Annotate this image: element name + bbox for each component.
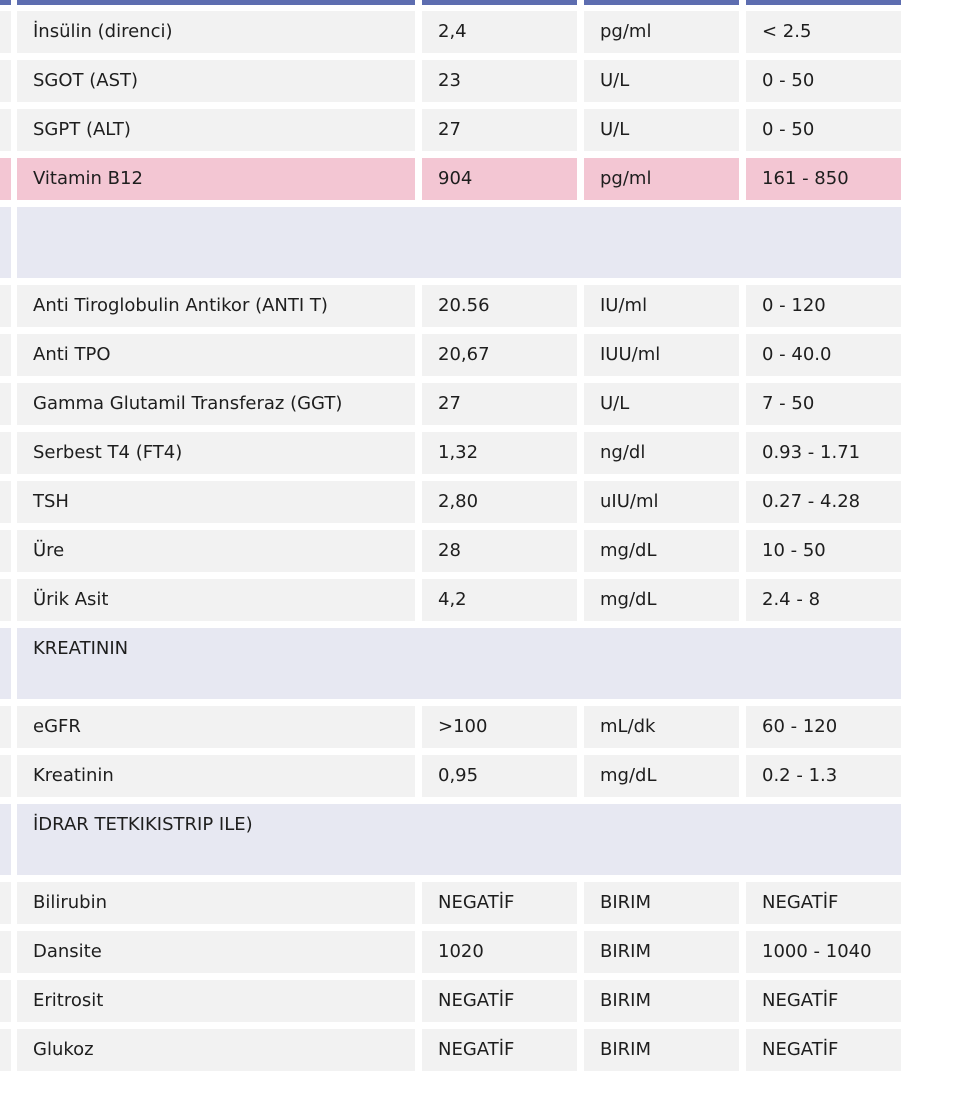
reference-range-cell: 1000 - 1040 bbox=[746, 931, 901, 973]
test-name-cell: Kreatinin bbox=[17, 755, 415, 797]
test-name-cell: Eritrosit bbox=[17, 980, 415, 1022]
row-left-edge bbox=[0, 755, 11, 797]
result-cell: 2,80 bbox=[422, 481, 577, 523]
row-left-edge bbox=[0, 334, 11, 376]
unit-cell: mg/dL bbox=[584, 530, 739, 572]
result-cell: 28 bbox=[422, 530, 577, 572]
row-left-edge bbox=[0, 530, 11, 572]
section-header-row bbox=[0, 207, 901, 278]
test-name-cell: SGPT (ALT) bbox=[17, 109, 415, 151]
unit-cell: pg/ml bbox=[584, 11, 739, 53]
row-left-edge bbox=[0, 931, 11, 973]
row-left-edge bbox=[0, 980, 11, 1022]
table-row bbox=[0, 755, 901, 797]
unit-cell: mg/dL bbox=[584, 579, 739, 621]
result-cell: 904 bbox=[422, 158, 577, 200]
reference-range-cell: 0 - 50 bbox=[746, 109, 901, 151]
test-name-cell: Glukoz bbox=[17, 1029, 415, 1071]
result-cell: 2,4 bbox=[422, 11, 577, 53]
row-left-edge bbox=[0, 579, 11, 621]
section-title: İDRAR TETKIKISTRIP ILE) bbox=[17, 804, 901, 875]
section-title: KREATININ bbox=[17, 628, 901, 699]
row-left-edge bbox=[0, 1029, 11, 1071]
test-name-cell: Ürik Asit bbox=[17, 579, 415, 621]
test-name-cell: Anti Tiroglobulin Antikor (ANTI T) bbox=[17, 285, 415, 327]
test-name-cell: Serbest T4 (FT4) bbox=[17, 432, 415, 474]
table-row bbox=[0, 481, 901, 523]
reference-range-cell: 0.2 - 1.3 bbox=[746, 755, 901, 797]
unit-cell: mg/dL bbox=[584, 755, 739, 797]
reference-range-cell: 0 - 40.0 bbox=[746, 334, 901, 376]
section-title bbox=[17, 207, 901, 278]
result-cell: 20,67 bbox=[422, 334, 577, 376]
row-left-edge bbox=[0, 207, 11, 278]
result-cell: NEGATİF bbox=[422, 980, 577, 1022]
test-name-cell: Gamma Glutamil Transferaz (GGT) bbox=[17, 383, 415, 425]
test-name-cell: İnsülin (direnci) bbox=[17, 11, 415, 53]
result-cell: 1,32 bbox=[422, 432, 577, 474]
unit-cell: BIRIM bbox=[584, 931, 739, 973]
reference-range-cell: NEGATİF bbox=[746, 980, 901, 1022]
row-left-edge bbox=[0, 804, 11, 875]
reference-range-cell: 0 - 120 bbox=[746, 285, 901, 327]
reference-range-cell: 2.4 - 8 bbox=[746, 579, 901, 621]
table-row bbox=[0, 60, 901, 102]
result-cell: 4,2 bbox=[422, 579, 577, 621]
reference-range-cell: 60 - 120 bbox=[746, 706, 901, 748]
unit-cell: BIRIM bbox=[584, 980, 739, 1022]
reference-range-cell: 7 - 50 bbox=[746, 383, 901, 425]
row-left-edge bbox=[0, 109, 11, 151]
unit-cell: IUU/ml bbox=[584, 334, 739, 376]
row-left-edge bbox=[0, 383, 11, 425]
table-row bbox=[0, 530, 901, 572]
test-name-cell: Üre bbox=[17, 530, 415, 572]
result-cell: 27 bbox=[422, 109, 577, 151]
reference-range-cell: 0.93 - 1.71 bbox=[746, 432, 901, 474]
result-cell: NEGATİF bbox=[422, 1029, 577, 1071]
table-row bbox=[0, 334, 901, 376]
table-row bbox=[0, 706, 901, 748]
row-left-edge bbox=[0, 158, 11, 200]
table-row bbox=[0, 1029, 901, 1071]
row-left-edge bbox=[0, 706, 11, 748]
result-cell: 1020 bbox=[422, 931, 577, 973]
result-cell: 27 bbox=[422, 383, 577, 425]
test-name-cell: TSH bbox=[17, 481, 415, 523]
table-row bbox=[0, 109, 901, 151]
result-cell: 0,95 bbox=[422, 755, 577, 797]
row-left-edge bbox=[0, 285, 11, 327]
reference-range-cell: NEGATİF bbox=[746, 882, 901, 924]
reference-range-cell: 0 - 50 bbox=[746, 60, 901, 102]
test-name-cell: Dansite bbox=[17, 931, 415, 973]
unit-cell: BIRIM bbox=[584, 1029, 739, 1071]
table-row bbox=[0, 882, 901, 924]
unit-cell: IU/ml bbox=[584, 285, 739, 327]
row-left-edge bbox=[0, 60, 11, 102]
test-name-cell: SGOT (AST) bbox=[17, 60, 415, 102]
table-row bbox=[0, 931, 901, 973]
reference-range-cell: < 2.5 bbox=[746, 11, 901, 53]
row-left-edge bbox=[0, 628, 11, 699]
test-name-cell: Bilirubin bbox=[17, 882, 415, 924]
unit-cell: U/L bbox=[584, 383, 739, 425]
table-row bbox=[0, 980, 901, 1022]
section-header-row bbox=[0, 628, 901, 699]
table-row bbox=[0, 432, 901, 474]
unit-cell: U/L bbox=[584, 109, 739, 151]
table-row bbox=[0, 579, 901, 621]
test-name-cell: Vitamin B12 bbox=[17, 158, 415, 200]
result-cell: 23 bbox=[422, 60, 577, 102]
reference-range-cell: NEGATİF bbox=[746, 1029, 901, 1071]
table-row bbox=[0, 11, 901, 53]
section-header-row bbox=[0, 804, 901, 875]
table-row-flagged bbox=[0, 158, 901, 200]
unit-cell: pg/ml bbox=[584, 158, 739, 200]
unit-cell: uIU/ml bbox=[584, 481, 739, 523]
row-left-edge bbox=[0, 11, 11, 53]
test-name-cell: eGFR bbox=[17, 706, 415, 748]
unit-cell: mL/dk bbox=[584, 706, 739, 748]
result-cell: NEGATİF bbox=[422, 882, 577, 924]
reference-range-cell: 161 - 850 bbox=[746, 158, 901, 200]
reference-range-cell: 0.27 - 4.28 bbox=[746, 481, 901, 523]
header-bottom-border bbox=[0, 0, 901, 5]
row-left-edge bbox=[0, 432, 11, 474]
result-cell: 20.56 bbox=[422, 285, 577, 327]
result-cell: >100 bbox=[422, 706, 577, 748]
table-row bbox=[0, 285, 901, 327]
row-left-edge bbox=[0, 882, 11, 924]
unit-cell: ng/dl bbox=[584, 432, 739, 474]
unit-cell: U/L bbox=[584, 60, 739, 102]
row-left-edge bbox=[0, 481, 11, 523]
reference-range-cell: 10 - 50 bbox=[746, 530, 901, 572]
unit-cell: BIRIM bbox=[584, 882, 739, 924]
test-name-cell: Anti TPO bbox=[17, 334, 415, 376]
table-row bbox=[0, 383, 901, 425]
